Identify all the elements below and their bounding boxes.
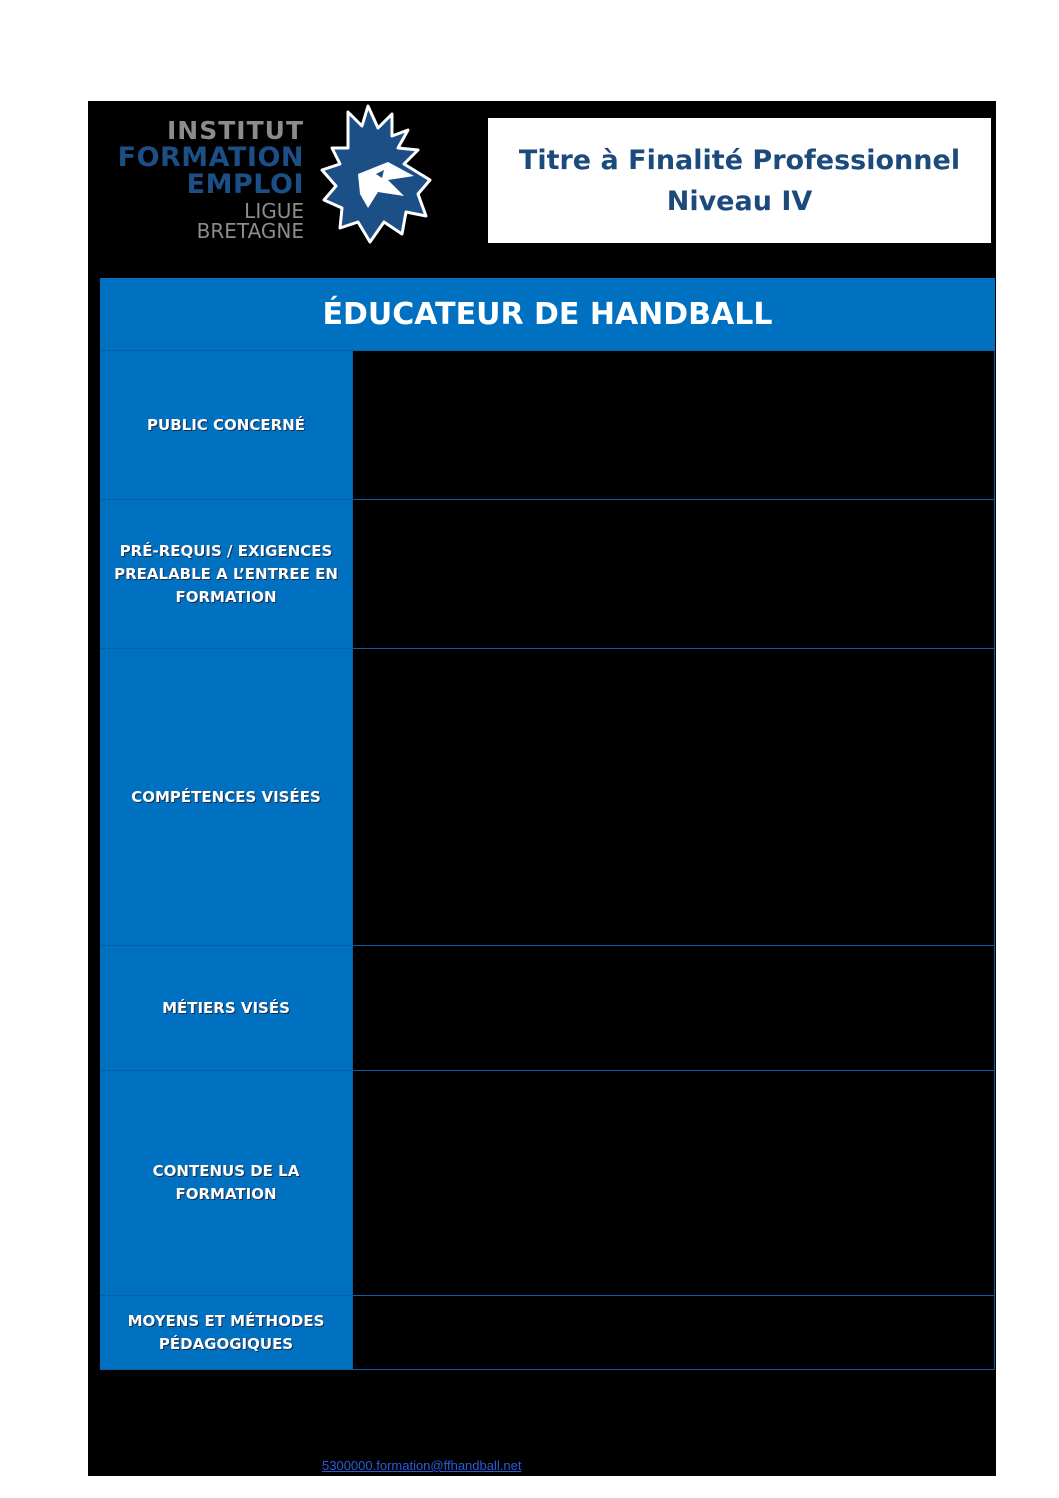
logo-line-formation: FORMATION bbox=[117, 142, 304, 173]
logo-line-ligue: LIGUE bbox=[244, 199, 304, 223]
row-label: MOYENS ET MÉTHODES PÉDAGOGIQUES bbox=[100, 1296, 352, 1369]
info-row-metiers bbox=[100, 945, 995, 1070]
contact-email-link[interactable]: 5300000.formation@ffhandball.net bbox=[322, 1458, 522, 1473]
formation-title: ÉDUCATEUR DE HANDBALL bbox=[322, 296, 773, 332]
logo-line-institut: INSTITUT bbox=[167, 116, 304, 145]
row-content bbox=[352, 946, 995, 1070]
rooster-head-icon bbox=[318, 104, 434, 244]
row-label: CONTENUS DE LA FORMATION bbox=[100, 1071, 352, 1295]
logo-line-emploi: EMPLOI bbox=[186, 169, 304, 200]
info-row-public bbox=[100, 350, 995, 499]
info-row-competences bbox=[100, 648, 995, 945]
logo-line-bretagne: BRETAGNE bbox=[196, 219, 304, 243]
info-row-contenus bbox=[100, 1070, 995, 1295]
institut-formation-emploi-logo bbox=[104, 118, 304, 243]
certification-title-box bbox=[488, 118, 991, 243]
row-label: COMPÉTENCES VISÉES bbox=[100, 649, 352, 945]
row-label: PUBLIC CONCERNÉ bbox=[100, 351, 352, 499]
info-row-prerequis bbox=[100, 499, 995, 648]
row-label: MÉTIERS VISÉS bbox=[100, 946, 352, 1070]
row-content bbox=[352, 351, 995, 499]
row-content bbox=[352, 1296, 995, 1369]
certification-title: Titre à Finalité Professionnel bbox=[518, 144, 961, 176]
certification-level: Niveau IV bbox=[666, 185, 813, 217]
row-content bbox=[352, 500, 995, 648]
formation-banner bbox=[100, 278, 995, 350]
info-row-moyens bbox=[100, 1295, 995, 1370]
row-label: PRÉ-REQUIS / EXIGENCES PREALABLE A L’ENTREE EN FORMATION bbox=[100, 500, 352, 648]
row-content bbox=[352, 649, 995, 945]
row-content bbox=[352, 1071, 995, 1295]
